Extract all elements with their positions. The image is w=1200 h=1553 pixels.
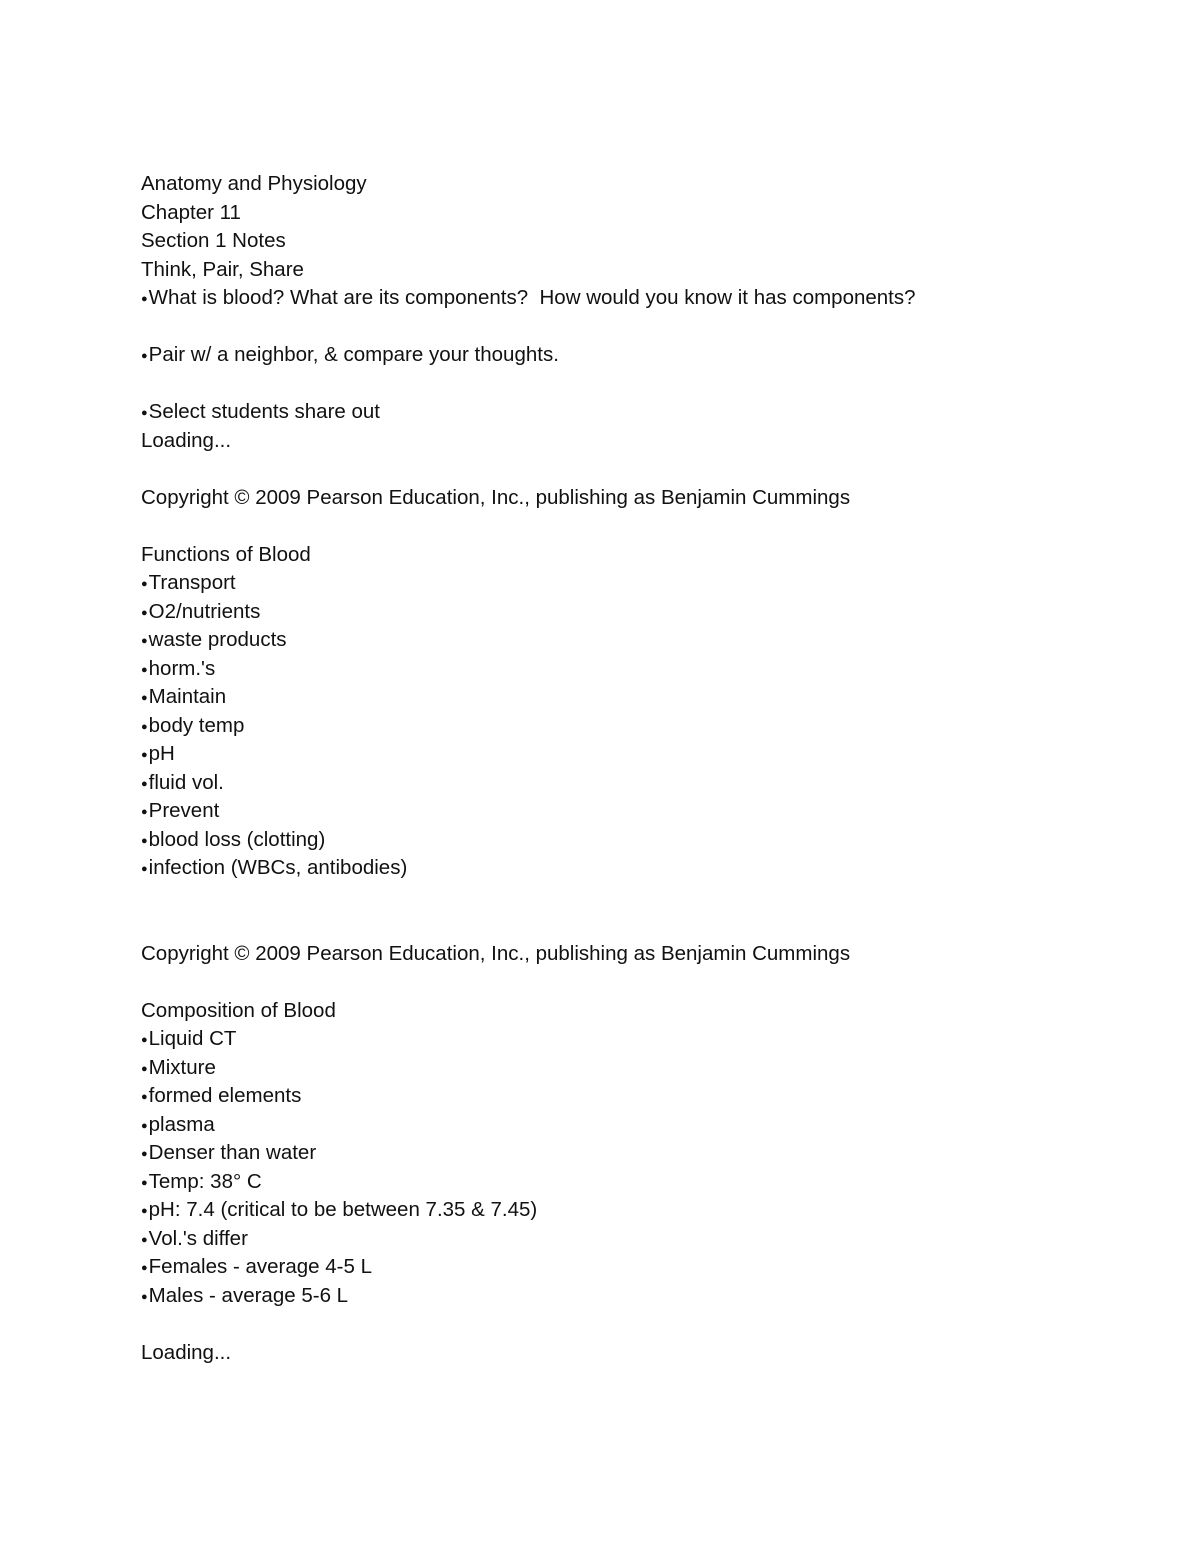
bullet-item: ● O2/nutrients xyxy=(141,598,1141,627)
bullet-item: ● Males - average 5-6 L xyxy=(141,1282,1141,1311)
loading-text: Loading... xyxy=(141,1340,232,1364)
bullet-item: ● Vol.'s differ xyxy=(141,1225,1141,1254)
bullet-item: ● fluid vol. xyxy=(141,769,1141,798)
copyright-text: Copyright © 2009 Pearson Education, Inc., publishing as Benjamin Cummings xyxy=(141,941,851,965)
bullet-item: ● Denser than water xyxy=(141,1139,1141,1168)
bullet-item: ● formed elements xyxy=(141,1082,1141,1111)
bullet-item: ● pH: 7.4 (critical to be between 7.35 & 7.45) xyxy=(141,1196,1141,1225)
document-body xyxy=(141,170,1141,1367)
bullet-item: ● Transport xyxy=(141,569,1141,598)
bullet-item: ● plasma xyxy=(141,1111,1141,1140)
bullet-item: ● waste products xyxy=(141,626,1141,655)
section-label: Section 1 Notes xyxy=(141,229,286,252)
chapter-label: Chapter 11 xyxy=(141,200,241,224)
bullet-item: ● Liquid CT xyxy=(141,1025,1141,1054)
bullet-item: ● Select students share out xyxy=(141,398,1141,427)
spacer xyxy=(141,1310,1141,1339)
activity-label: Think, Pair, Share xyxy=(141,257,304,281)
spacer xyxy=(141,313,1141,342)
bullet-item: ● body temp xyxy=(141,712,1141,741)
functions-heading: Functions of Blood xyxy=(141,542,311,566)
bullet-item: ● Temp: 38° C xyxy=(141,1168,1141,1197)
doc-title: Anatomy and Physiology xyxy=(141,172,367,195)
bullet-item: ● What is blood? What are its components? How would you know it has components? xyxy=(141,284,1141,313)
copyright-text: Copyright © 2009 Pearson Education, Inc., publishing as Benjamin Cummings xyxy=(141,485,851,509)
bullet-item: ● infection (WBCs, antibodies) xyxy=(141,854,1141,883)
bullet-item: ● horm.'s xyxy=(141,655,1141,684)
spacer xyxy=(141,968,1141,997)
bullet-item: ● Prevent xyxy=(141,797,1141,826)
bullet-item: ● Mixture xyxy=(141,1054,1141,1083)
bullet-item: ● blood loss (clotting) xyxy=(141,826,1141,855)
spacer xyxy=(141,455,1141,484)
spacer xyxy=(141,911,1141,940)
bullet-item: ● Pair w/ a neighbor, & compare your thoughts. xyxy=(141,341,1141,370)
spacer xyxy=(141,883,1141,912)
loading-text: Loading... xyxy=(141,428,232,452)
bullet-item: ● Females - average 4-5 L xyxy=(141,1253,1141,1282)
composition-heading: Composition of Blood xyxy=(141,998,336,1022)
bullet-item: ● pH xyxy=(141,740,1141,769)
spacer xyxy=(141,512,1141,541)
spacer xyxy=(141,370,1141,399)
bullet-item: ● Maintain xyxy=(141,683,1141,712)
